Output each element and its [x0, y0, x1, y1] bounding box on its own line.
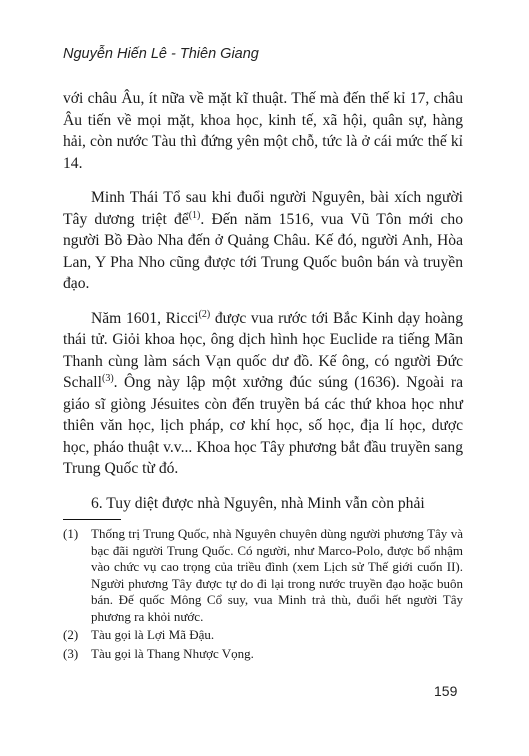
paragraph-3-text-b: được vua rước tới Bắc Kinh dạy hoàng thái tử. Giỏi khoa học, ông dịch hình học Euclide ra tiếng Mãn Thanh cùng làm sách Vạn quốc dư đồ. Kế ông, có người Đức Schall [63, 309, 463, 391]
footnote-item [63, 526, 463, 625]
footnote-number: (2) [63, 627, 79, 642]
paragraph-2-text-b: . Đến năm 1516, vua Vũ Tôn mới cho người Bồ Đào Nha đến ở Quảng Châu. Kế đó, người Anh, Hòa Lan, Y Pha Nho cũng được tới Trung Quốc buôn bán và truyền đạo. [63, 210, 464, 292]
footnote-text: Thống trị Trung Quốc, nhà Nguyên chuyên dùng người phương Tây và bạc đãi người Trung Quốc. Có người, như Marco-Polo, được bổ nhậm vào chức vụ cao trọng của triều đình (xem Lịch sử Thế giới cuốn II). Người phương Tây được tự do đi lại trong nước truyền đạo hoặc buôn bán. Đế quốc Mông Cổ suy, vua Minh trả thù, đuổi hết người Tây phương ra khỏi nước. [91, 526, 463, 624]
footnote-item [63, 627, 463, 644]
running-header: Nguyễn Hiến Lê - Thiên Giang [63, 46, 259, 62]
paragraph-3 [63, 308, 463, 480]
footnote-ref-3: (3) [101, 372, 114, 384]
page-number: 159 [434, 683, 458, 699]
footnote-number: (3) [63, 645, 79, 661]
paragraph-3-text-a: Năm 1601, Ricci [91, 309, 199, 327]
main-text [63, 88, 463, 514]
footnote-text: Tàu gọi là Lợi Mã Đậu. [91, 627, 215, 642]
footnote-ref-2: (2) [198, 308, 211, 320]
paragraph-2 [63, 187, 463, 295]
paragraph-3-text-c: . Ông này lập một xưởng đúc súng (1636). Ngoài ra giáo sĩ giòng Jésuites còn đến truyền bá các thứ khoa học như thiên văn học, lịch pháp, cơ khí học, số học, địa lí học, dược học, pháo thuật v.v... Khoa học Tây phương bắt đầu truyền sang Trung Quốc từ đó. [63, 374, 463, 477]
footnotes [63, 526, 463, 664]
paragraph-1: với châu Âu, ít nữa về mặt kĩ thuật. Thế mà đến thế kỉ 17, châu Âu tiến về mọi mặt, khoa học, kinh tế, xã hội, quân sự, hàng hải, còn nước Tàu thì đứng yên một chỗ, tức là ở cái mức thế kỉ 14. [63, 90, 463, 172]
footnote-number: (1) [63, 526, 79, 541]
footnote-item [63, 646, 463, 663]
footnote-divider [63, 519, 121, 520]
footnote-text: Tàu gọi là Thang Nhược Vọng. [91, 645, 254, 661]
footnote-ref-1: (1) [188, 209, 201, 221]
paragraph-4: 6. Tuy diệt được nhà Nguyên, nhà Minh vẫn còn phải [91, 494, 425, 512]
paragraph-2-text-a: Minh Thái Tổ sau khi đuổi người Nguyên, bài xích người Tây dương triệt để [63, 189, 463, 228]
